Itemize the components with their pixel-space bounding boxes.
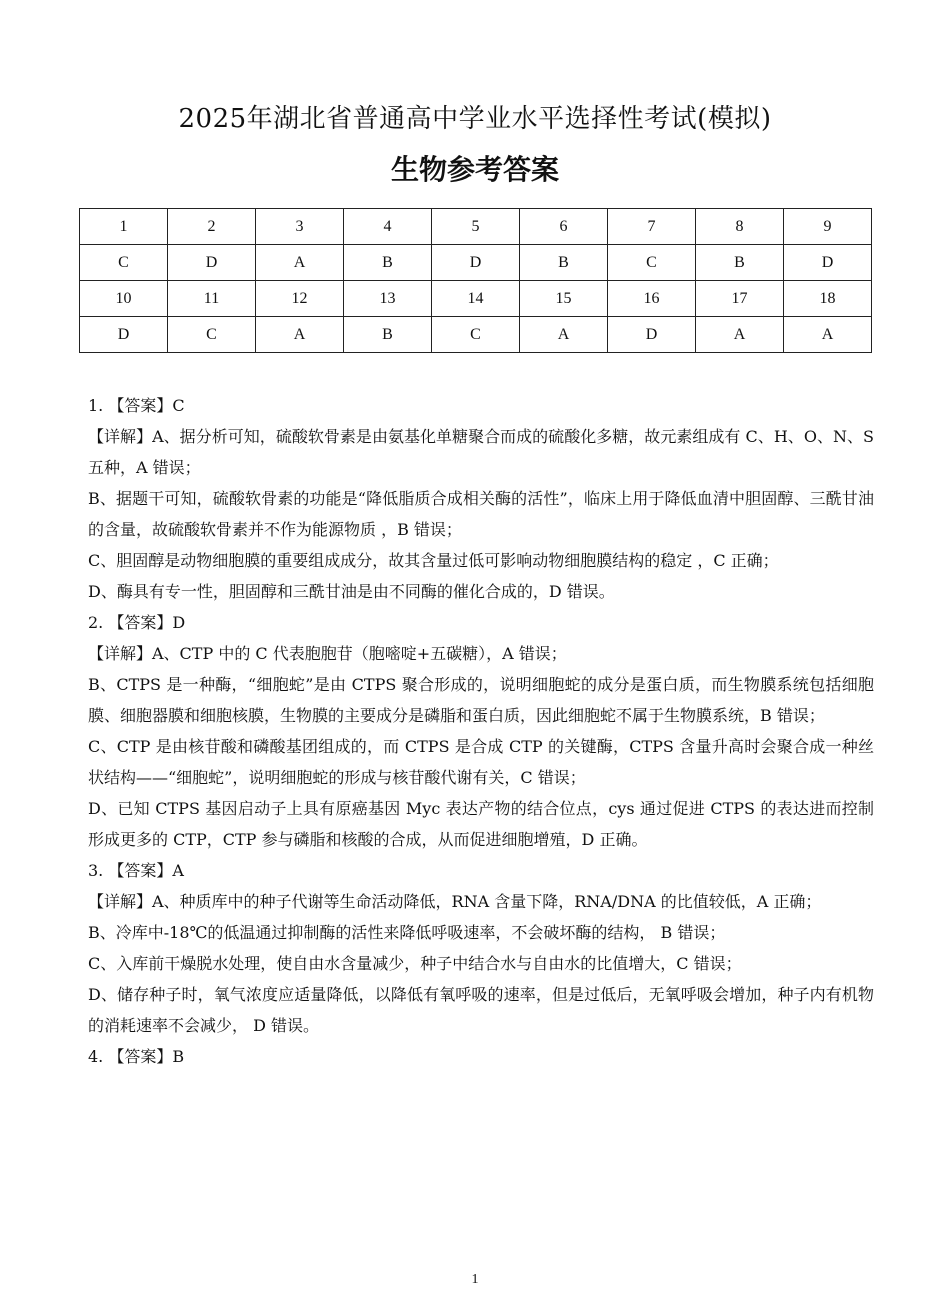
answer-cell: B <box>520 245 608 281</box>
answer-cell: A <box>256 245 344 281</box>
answer-cell: D <box>80 317 168 353</box>
answer-cell: D <box>168 245 256 281</box>
answer-cell: C <box>80 245 168 281</box>
answer-cell: B <box>344 317 432 353</box>
answer-cell: A <box>256 317 344 353</box>
answer-cell: B <box>696 245 784 281</box>
document-title: 2025年湖北省普通高中学业水平选择性考试(模拟) <box>178 104 772 134</box>
answer-row <box>80 245 872 281</box>
answer-cell: C <box>432 317 520 353</box>
answer-heading: 3. 【答案】A <box>88 861 184 880</box>
question-number-cell: 16 <box>608 281 696 317</box>
explanation-paragraph: B、据题干可知，硫酸软骨素的功能是“降低脂质合成相关酶的活性”，临床上用于降低血清中胆固醇、三酰甘油的含量，故硫酸软骨素并不作为能源物质 ，B 错误； <box>88 489 874 539</box>
answer-cell: C <box>608 245 696 281</box>
answer-row <box>80 317 872 353</box>
question-number-cell: 12 <box>256 281 344 317</box>
explanation-paragraph: C、CTP 是由核苷酸和磷酸基团组成的，而 CTPS 是合成 CTP 的关键酶，CTPS 含量升高时会聚合成一种丝状结构——“细胞蛇”，说明细胞蛇的形成与核苷酸代谢有关，C 错误； <box>88 737 874 787</box>
document-subtitle: 生物参考答案 <box>390 153 559 186</box>
question-number-cell: 2 <box>168 209 256 245</box>
question-number-cell: 1 <box>80 209 168 245</box>
answer-cell: D <box>432 245 520 281</box>
explanation-paragraph: D、储存种子时，氧气浓度应适量降低，以降低有氧呼吸的速率，但是过低后，无氧呼吸会增加，种子内有机物的消耗速率不会减少， D 错误。 <box>88 985 874 1035</box>
explanation-paragraph: D、酶具有专一性，胆固醇和三酰甘油是由不同酶的催化合成的，D 错误。 <box>88 582 615 601</box>
answer-cell: D <box>608 317 696 353</box>
question-number-row <box>80 281 872 317</box>
explanation-paragraph: D、已知 CTPS 基因启动子上具有原癌基因 Myc 表达产物的结合位点，cys 通过促进 CTPS 的表达进而控制形成更多的 CTP，CTP 参与磷脂和核酸的合成，从而促进细胞增殖，D 正确。 <box>88 799 874 849</box>
answer-heading: 4. 【答案】B <box>88 1047 185 1066</box>
explanation-paragraph: C、入库前干燥脱水处理，使自由水含量减少，种子中结合水与自由水的比值增大，C 错误； <box>88 954 742 973</box>
explanation-content <box>88 390 874 1072</box>
answer-cell: A <box>784 317 872 353</box>
question-number-cell: 10 <box>80 281 168 317</box>
question-number-row <box>80 209 872 245</box>
answer-cell: D <box>784 245 872 281</box>
question-number-cell: 15 <box>520 281 608 317</box>
answer-cell: A <box>520 317 608 353</box>
answer-cell: C <box>168 317 256 353</box>
question-number-cell: 4 <box>344 209 432 245</box>
answer-cell: B <box>344 245 432 281</box>
answer-table <box>79 208 872 353</box>
question-number-cell: 9 <box>784 209 872 245</box>
question-number-cell: 14 <box>432 281 520 317</box>
question-number-cell: 5 <box>432 209 520 245</box>
explanation-paragraph: 【详解】A、CTP 中的 C 代表胞胞苷（胞嘧啶+五碳糖），A 错误； <box>88 644 567 663</box>
answer-cell: A <box>696 317 784 353</box>
page-number: 1 <box>471 1272 479 1287</box>
question-number-cell: 17 <box>696 281 784 317</box>
question-number-cell: 7 <box>608 209 696 245</box>
answer-heading: 2. 【答案】D <box>88 613 186 632</box>
question-number-cell: 8 <box>696 209 784 245</box>
explanation-paragraph: 【详解】A、种质库中的种子代谢等生命活动降低，RNA 含量下降，RNA/DNA 的比值较低，A 正确； <box>88 892 822 911</box>
question-number-cell: 6 <box>520 209 608 245</box>
answer-heading: 1. 【答案】C <box>88 396 185 415</box>
explanation-paragraph: 【详解】A、据分析可知，硫酸软骨素是由氨基化单糖聚合而成的硫酸化多糖，故元素组成有 C、H、O、N、S 五种，A 错误； <box>88 427 874 477</box>
question-number-cell: 13 <box>344 281 432 317</box>
explanation-paragraph: B、CTPS 是一种酶，“细胞蛇”是由 CTPS 聚合形成的，说明细胞蛇的成分是蛋白质，而生物膜系统包括细胞膜、细胞器膜和细胞核膜，生物膜的主要成分是磷脂和蛋白质，因此细胞蛇不属于生物膜系统，B 错误； <box>88 675 874 725</box>
question-number-cell: 18 <box>784 281 872 317</box>
question-number-cell: 11 <box>168 281 256 317</box>
explanation-paragraph: C、胆固醇是动物细胞膜的重要组成成分，故其含量过低可影响动物细胞膜结构的稳定 ，C 正确； <box>88 551 779 570</box>
question-number-cell: 3 <box>256 209 344 245</box>
explanation-paragraph: B、冷库中-18℃的低温通过抑制酶的活性来降低呼吸速率，不会破坏酶的结构， B 错误； <box>88 923 726 942</box>
